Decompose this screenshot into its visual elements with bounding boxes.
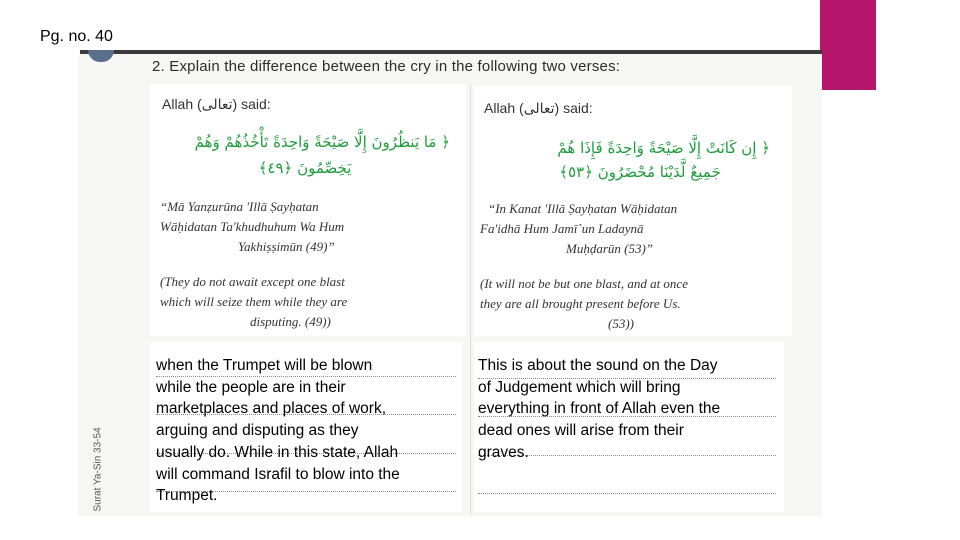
answer-right-line: of Judgement which will bring — [478, 378, 681, 396]
answer-left-line: Trumpet. — [156, 487, 218, 505]
side-label-text: Surat Ya-Sin 33-54 — [92, 427, 104, 512]
accent-bar — [820, 0, 876, 90]
answer-text-left — [156, 355, 462, 507]
arabic-verse-right-line2: جَمِيعٌ لَّدَيْنَا مُحْضَرُونَ ﴿٥٣﴾ — [559, 163, 721, 181]
answer-left-line: usually do. While in this state, Allah — [156, 443, 399, 461]
transliteration-left-line2: Wāḥidatan Ta'khudhuhum Wa Hum — [160, 219, 345, 234]
transliteration-left-line3: Yakhiṣṣimūn (49)” — [238, 239, 335, 254]
transliteration-left-line1: “Mā Yanẓurūna 'Illā Ṣayḥatan — [160, 199, 319, 214]
question-text: 2. Explain the difference between the cry in the following two verses: — [152, 58, 621, 75]
transliteration-right-line3: Muḥḍarūn (53)” — [566, 241, 654, 256]
answer-left-line: when the Trumpet will be blown — [156, 357, 373, 374]
answer-left-line: while the people are in their — [156, 378, 346, 396]
answer-left-line: marketplaces and places of work, — [156, 400, 387, 418]
meaning-right-line3: (53)) — [608, 316, 634, 331]
allah-said-right: Allah (تعالى) said: — [484, 100, 593, 116]
answer-rule-right — [478, 493, 776, 494]
arabic-verse-right-line1: ﴿ إِن كَانَتْ إِلَّا صَيْحَةً وَاحِدَةً فَإِذَا هُمْ — [557, 139, 770, 157]
top-rule — [80, 50, 822, 54]
answer-left-line: arguing and disputing as they — [156, 422, 359, 440]
meaning-right-line2: they are all brought present before Us. — [480, 296, 681, 311]
answer-text-right — [478, 355, 778, 464]
arabic-verse-left-line2: يَخِصِّمُونَ ﴿٤٩﴾ — [258, 159, 352, 177]
answer-right-line: dead ones will arise from their — [478, 422, 684, 440]
transliteration-right-line1: “In Kanat 'Illā Ṣayḥatan Wāḥidatan — [488, 201, 678, 216]
arabic-verse-left-line1: ﴿ مَا يَنظُرُونَ إِلَّا صَيْحَةً وَاحِدَةً تَأْخُذُهُمْ وَهُمْ — [194, 133, 450, 151]
side-label — [88, 427, 108, 514]
answer-right-line: everything in front of Allah even the — [478, 400, 721, 418]
allah-said-left: Allah (تعالى) said: — [162, 96, 271, 112]
page-number: Pg. no. 40 — [40, 28, 113, 45]
meaning-left-line2: which will seize them while they are — [160, 294, 348, 309]
column-divider — [470, 84, 471, 514]
meaning-left-line3: disputing. (49)) — [250, 314, 331, 329]
meaning-left-line1: (They do not await except one blast — [160, 274, 345, 289]
transliteration-right-line2: Fa'idhā Hum Jamī`un Ladaynā — [480, 221, 644, 236]
answer-right-line: graves. — [478, 443, 529, 461]
meaning-right-line1: (It will not be but one blast, and at once — [480, 276, 688, 291]
answer-left-line: will command Israfil to blow into the — [156, 465, 400, 483]
answer-right-line: This is about the sound on the Day — [478, 357, 718, 374]
